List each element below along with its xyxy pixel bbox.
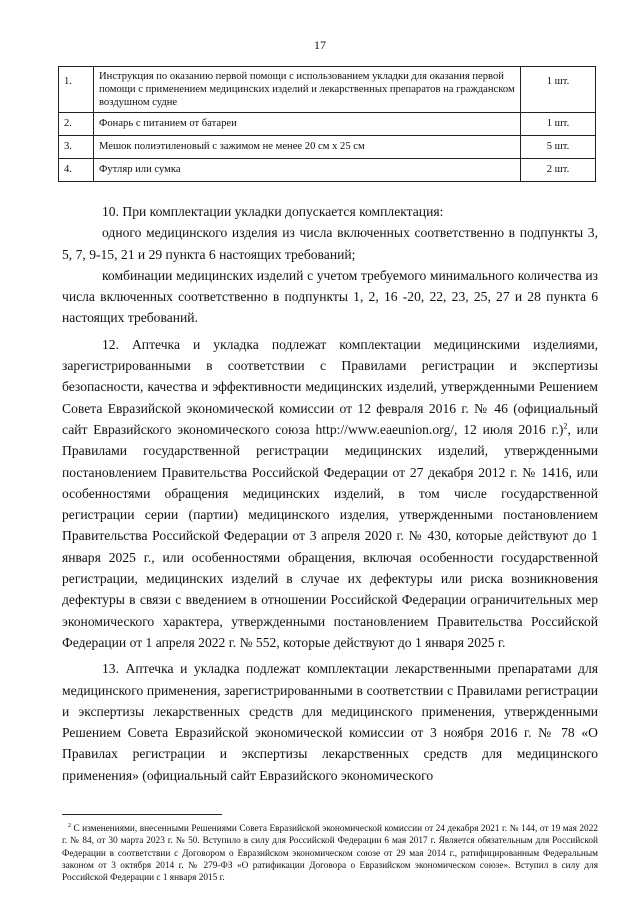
paragraph-12 — [62, 334, 598, 653]
page-number: 17 — [314, 38, 326, 52]
row-quantity: 1 шт. — [521, 67, 596, 113]
paragraph-10-option-a: одного медицинского изделия из числа включенных соответственно в подпункты 3, 5, 7, 9-15, 21 и 29 пункта 6 настоящих требований; — [62, 225, 598, 262]
row-description: Фонарь с питанием от батареи — [94, 113, 521, 136]
paragraph-12-part-a: 12. Аптечка и укладка подлежат комплектации медицинскими изделиями, зарегистрированными в соответствии с Правилами регистрации и экспертизы безопасности, качества и эффективности медицинских изделий, утвержденными Решением Совета Евразийской экономической комиссии от 12 февраля 2016 г. № 46 (официальный сайт Евразийского экономического союза http://www.eaeunion.org/, 12 июля 2016 г.) — [62, 336, 598, 437]
paragraph-13: 13. Аптечка и укладка подлежат комплектации лекарственными препаратами для медицинского применения, зарегистрированными в соответствии с Правилами регистрации и экспертизы лекарственных средств для медицинского применения, утвержденными Решением Совета Евразийской экономической комиссии от 3 ноября 2016 г. № 78 «О Правилах регистрации и экспертизы лекарственных средств для медицинского применения» (официальный сайт Евразийского экономического — [62, 661, 598, 783]
document-body — [62, 201, 598, 786]
paragraph-10-option-b: комбинации медицинских изделий с учетом требуемого минимального количества из числа включенных соответственно в подпункты 1, 2, 16 -20, 22, 23, 25, 27 и 28 пункта 6 настоящих требований. — [62, 267, 598, 326]
paragraph-12-part-b: , или Правилами государственной регистрации медицинских изделий, утвержденными постановлением Правительства Российской Федерации от 27 декабря 2012 г. № 1416, или особенностями обращения медицинских изделий, в том числе государственной регистрации серии (партии) медицинского изделия, утвержденными постановлением Правительства Российской Федерации от 3 апреля 2020 г. № 430, которые действуют до 1 января 2025 г., или особенностями обращения, включая особенности государственной регистрации, медицинских изделий в случае их дефектуры или риска возникновения дефектуры в связи с введением в отношении Российской Федерации ограничительных мер экономического характера, утвержденными постановлением Правительства Российской Федерации от 1 апреля 2022 г. № 552, которые действуют до 1 января 2025 г. — [62, 421, 598, 650]
footnote-reference: 2 — [563, 421, 568, 431]
row-number: 3. — [59, 136, 94, 159]
footnote — [62, 823, 598, 884]
footnote-divider — [62, 814, 222, 815]
row-description: Инструкция по оказанию первой помощи с использованием укладки для оказания первой помощи с применением медицинских изделий и лекарственных препаратов на гражданском воздушном судне — [94, 67, 521, 113]
footnote-text: С изменениями, внесенными Решениями Совета Евразийской экономической комиссии от 24 декабря 2021 г. № 144, от 19 мая 2022 г. № 84, от 30 марта 2023 г. № 50. Вступило в силу для Российской Федерации 6 мая 2017 г. Является обязательным для Российской Федерации в соответствии с Договором о Евразийском экономическом союзе от 29 мая 2014 г., ратифицированным Федеральным законом от 3 октября 2014 г. № 279-ФЗ «О ратификации Договора о Евразийском экономическом союзе». Вступил в силу для Российской Федерации с 1 января 2015 г. — [62, 824, 598, 884]
row-quantity: 1 шт. — [521, 113, 596, 136]
table-row — [59, 67, 596, 113]
table-row — [59, 113, 596, 136]
row-number: 1. — [59, 67, 94, 113]
row-quantity: 5 шт. — [521, 136, 596, 159]
row-description: Футляр или сумка — [94, 159, 521, 182]
footnote-marker: 2 — [68, 822, 71, 829]
paragraph-10: 10. При комплектации укладки допускается комплектация: — [102, 204, 444, 219]
items-table — [58, 66, 596, 182]
row-quantity: 2 шт. — [521, 159, 596, 182]
row-number: 2. — [59, 113, 94, 136]
table-row — [59, 136, 596, 159]
table-row — [59, 159, 596, 182]
row-description: Мешок полиэтиленовый с зажимом не менее 20 см х 25 см — [94, 136, 521, 159]
row-number: 4. — [59, 159, 94, 182]
